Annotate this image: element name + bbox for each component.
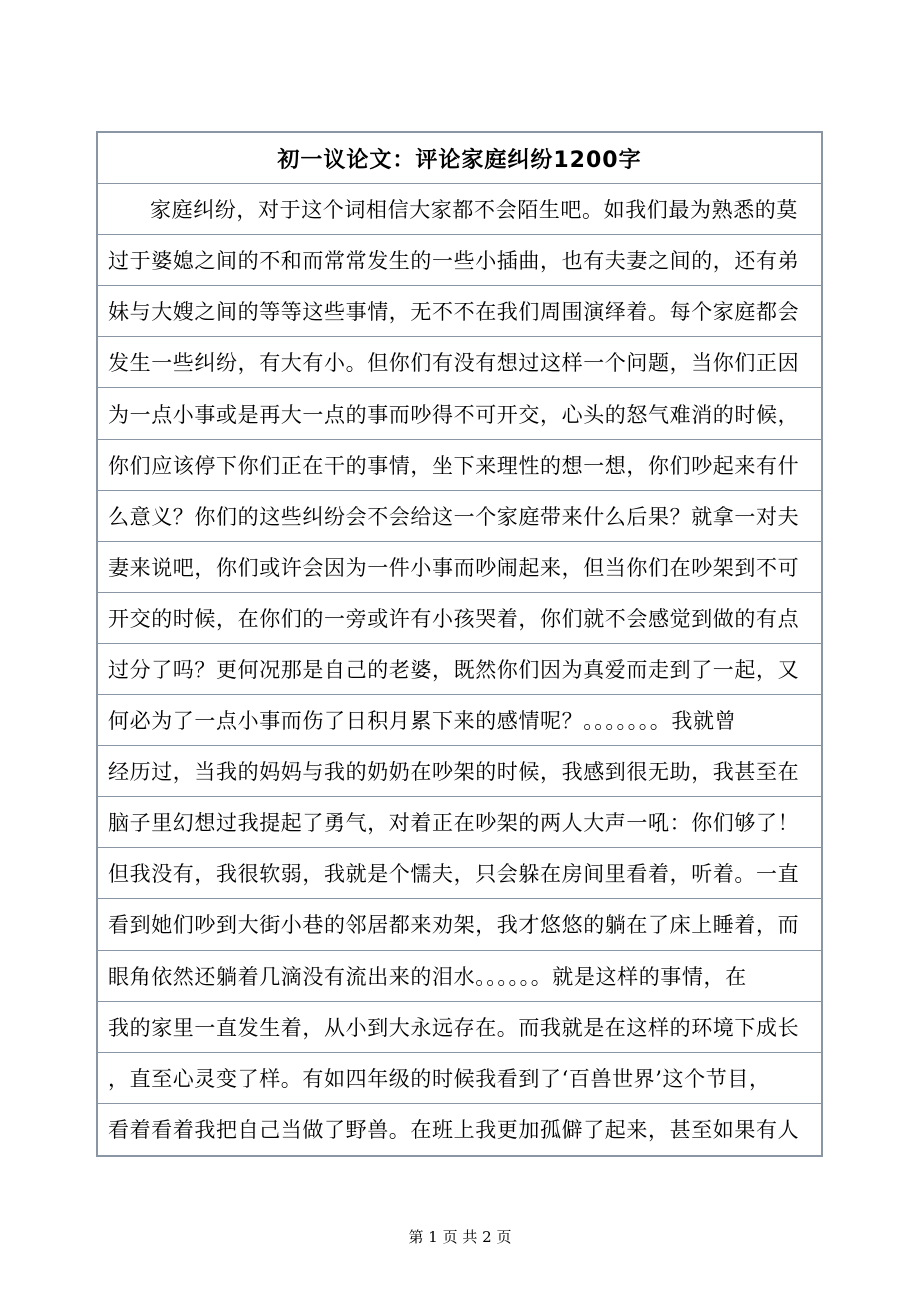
text-line: 妹与大嫂之间的等等这些事情，无不不在我们周围演绎着。每个家庭都会 xyxy=(98,286,821,337)
text-line: 脑子里幻想过我提起了勇气，对着正在吵架的两人大声一吼：你们够了！ xyxy=(98,797,821,848)
text-line: 开交的时候，在你们的一旁或许有小孩哭着，你们就不会感觉到做的有点 xyxy=(98,593,821,644)
text-line: 何必为了一点小事而伤了日积月累下来的感情呢？。。。。。。。我就曾 xyxy=(98,695,821,746)
text-line: ，直至心灵变了样。有如四年级的时候我看到了‘百兽世界’这个节目， xyxy=(98,1053,821,1104)
text-line: 我的家里一直发生着，从小到大永远存在。而我就是在这样的环境下成长 xyxy=(98,1002,821,1053)
page-number: 第 1 页 共 2 页 xyxy=(408,1228,512,1246)
text-line: 眼角依然还躺着几滴没有流出来的泪水。。。。。。就是这样的事情，在 xyxy=(98,951,821,1002)
text-line: 看到她们吵到大街小巷的邻居都来劝架，我才悠悠的躺在了床上睡着，而 xyxy=(98,899,821,950)
text-line: 经历过，当我的妈妈与我的奶奶在吵架的时候，我感到很无助，我甚至在 xyxy=(98,746,821,797)
text-line: 为一点小事或是再大一点的事而吵得不可开交，心头的怒气难消的时候， xyxy=(98,388,821,439)
text-line: 妻来说吧，你们或许会因为一件小事而吵闹起来，但当你们在吵架到不可 xyxy=(98,542,821,593)
text-line: 过于婆媳之间的不和而常常发生的一些小插曲，也有夫妻之间的，还有弟 xyxy=(98,235,821,286)
document-table xyxy=(96,131,823,1157)
text-line: 但我没有，我很软弱，我就是个懦夫，只会躲在房间里看着，听着。一直 xyxy=(98,848,821,899)
text-line: 你们应该停下你们正在干的事情，坐下来理性的想一想，你们吵起来有什 xyxy=(98,440,821,491)
text-line: 么意义？你们的这些纠纷会不会给这一个家庭带来什么后果？就拿一对夫 xyxy=(98,491,821,542)
text-line: 看着看着我把自己当做了野兽。在班上我更加孤僻了起来，甚至如果有人 xyxy=(108,1118,800,1143)
text-line: 家庭纠纷，对于这个词相信大家都不会陌生吧。如我们最为熟悉的莫 xyxy=(98,184,821,235)
text-line: 发生一些纠纷，有大有小。但你们有没有想过这样一个问题，当你们正因 xyxy=(98,337,821,388)
text-line: 过分了吗？更何况那是自己的老婆，既然你们因为真爱而走到了一起，又 xyxy=(98,644,821,695)
document-title: 初一议论文：评论家庭纠纷1200字 xyxy=(98,133,821,184)
